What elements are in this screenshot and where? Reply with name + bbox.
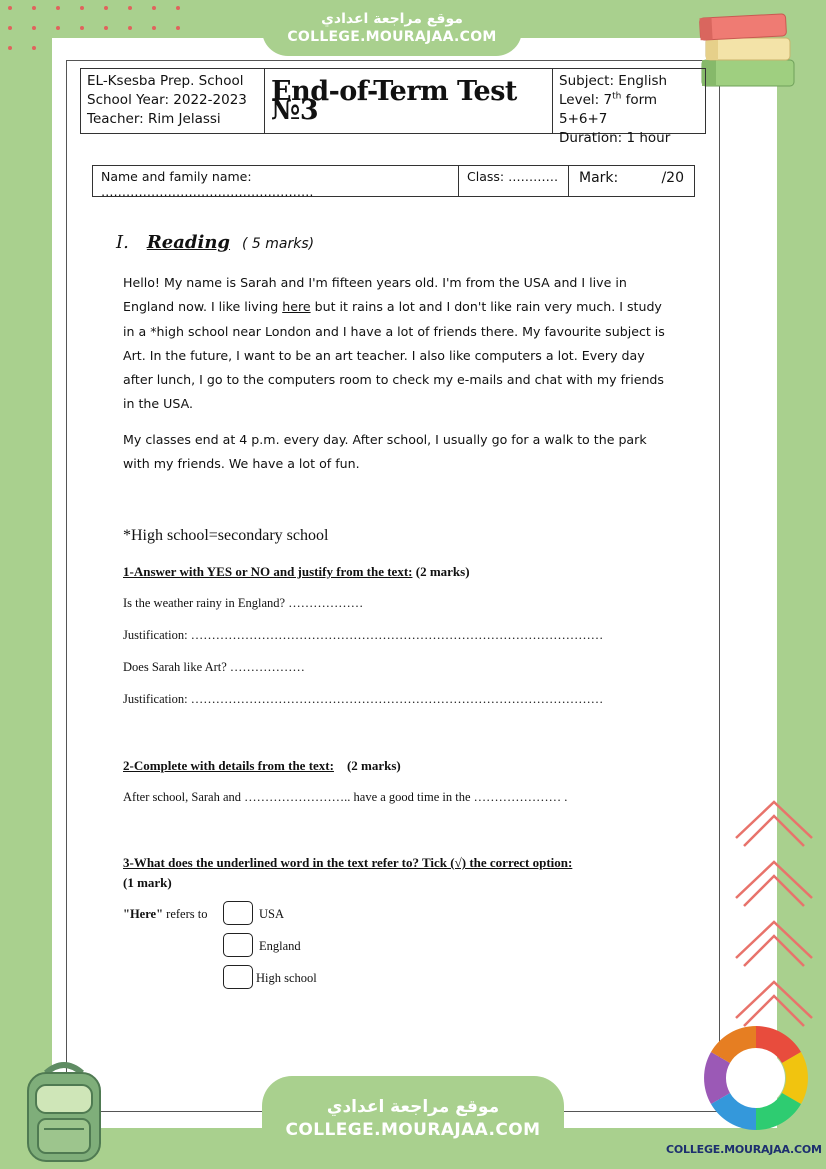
q1-justification-2[interactable]: Justification: ………………………………………………………………………………………	[123, 692, 604, 706]
question-1-title: 1-Answer with YES or NO and justify from the text: (2 marks)	[123, 564, 470, 579]
chevrons-decoration-icon	[730, 790, 820, 1040]
site-url-bottom: COLLEGE.MOURAJAA.COM	[285, 1120, 541, 1140]
question-2-title: 2-Complete with details from the text: (2 marks)	[123, 758, 401, 773]
option-label-high-school: High school	[256, 971, 317, 985]
student-info-bar	[92, 165, 695, 197]
reading-paragraph-1: Hello! My name is Sarah and I'm fifteen years old. I'm from the USA and I live in England now. I like living here but it rains a lot and I don't like rain very much. I study in a *high school near London and I have a lot of friends there. My favourite subject is Art. In the future, I want to be an art teacher. I also like computers a lot. Every day after lunch, I go to the computers room to check my e-mails and chat with my friends in the USA.	[123, 275, 665, 412]
option-checkbox-england[interactable]	[223, 933, 253, 957]
subject-info	[553, 69, 705, 146]
name-field[interactable]: Name and family name: ……………………………………………	[93, 166, 459, 196]
question-3-title: 3-What does the underlined word in the text refer to? Tick (√) the correct option:	[123, 855, 573, 870]
site-url: COLLEGE.MOURAJAA.COM	[287, 29, 497, 45]
option-label-usa: USA	[259, 907, 285, 921]
reading-paragraph-2: My classes end at 4 p.m. every day. After school, I usually go for a walk to the park with my friends. We have a lot of fun.	[123, 432, 647, 472]
school-info	[81, 69, 265, 133]
class-field[interactable]: Class: …………	[459, 166, 569, 196]
site-banner-top[interactable]	[262, 0, 522, 56]
books-icon	[696, 10, 800, 92]
test-title: End-of-Term Test №3	[265, 69, 553, 133]
page-frame	[66, 60, 720, 1112]
q2-line[interactable]: After school, Sarah and …………………….. have a good time in the ………………… .	[123, 790, 568, 804]
test-header	[80, 68, 706, 146]
site-arabic-name: موقع مراجعة اعدادي	[321, 11, 463, 27]
q1-justification-1[interactable]: Justification: ………………………………………………………………………………………	[123, 628, 604, 642]
mark-label: Mark:	[579, 170, 619, 186]
q3-lead: "Here" refers to	[123, 907, 208, 921]
section-heading	[116, 232, 314, 253]
mark-field	[569, 166, 694, 196]
underlined-word: here	[282, 299, 311, 315]
section-marks: ( 5 marks)	[242, 236, 315, 252]
backpack-icon	[14, 1055, 114, 1165]
q1-line-1[interactable]: Is the weather rainy in England? ………………	[123, 596, 364, 610]
subject: Subject: English	[559, 73, 668, 89]
option-checkbox-high-school[interactable]	[223, 965, 253, 989]
option-checkbox-usa[interactable]	[223, 901, 253, 925]
school-name: EL-Ksesba Prep. School	[87, 73, 244, 89]
question-3-marks: (1 mark)	[123, 875, 172, 890]
logo-url: COLLEGE.MOURAJAA.COM	[666, 1143, 822, 1156]
q1-line-2[interactable]: Does Sarah like Art? ………………	[123, 660, 305, 674]
teacher-name: Teacher: Rim Jelassi	[87, 111, 221, 127]
level: Level: 7th form 5+6+7	[559, 91, 658, 127]
section-title: Reading	[146, 232, 231, 253]
site-arabic-name-bottom: موقع مراجعة اعدادي	[326, 1097, 500, 1117]
footnote: *High school=secondary school	[123, 527, 329, 544]
site-logo-icon	[694, 1022, 818, 1138]
site-banner-bottom[interactable]	[262, 1076, 564, 1169]
duration: Duration: 1 hour	[559, 130, 671, 146]
section-number: I.	[116, 232, 129, 253]
option-label-england: England	[259, 939, 301, 953]
school-year: School Year: 2022-2023	[87, 92, 247, 108]
mark-total: /20	[661, 170, 684, 186]
